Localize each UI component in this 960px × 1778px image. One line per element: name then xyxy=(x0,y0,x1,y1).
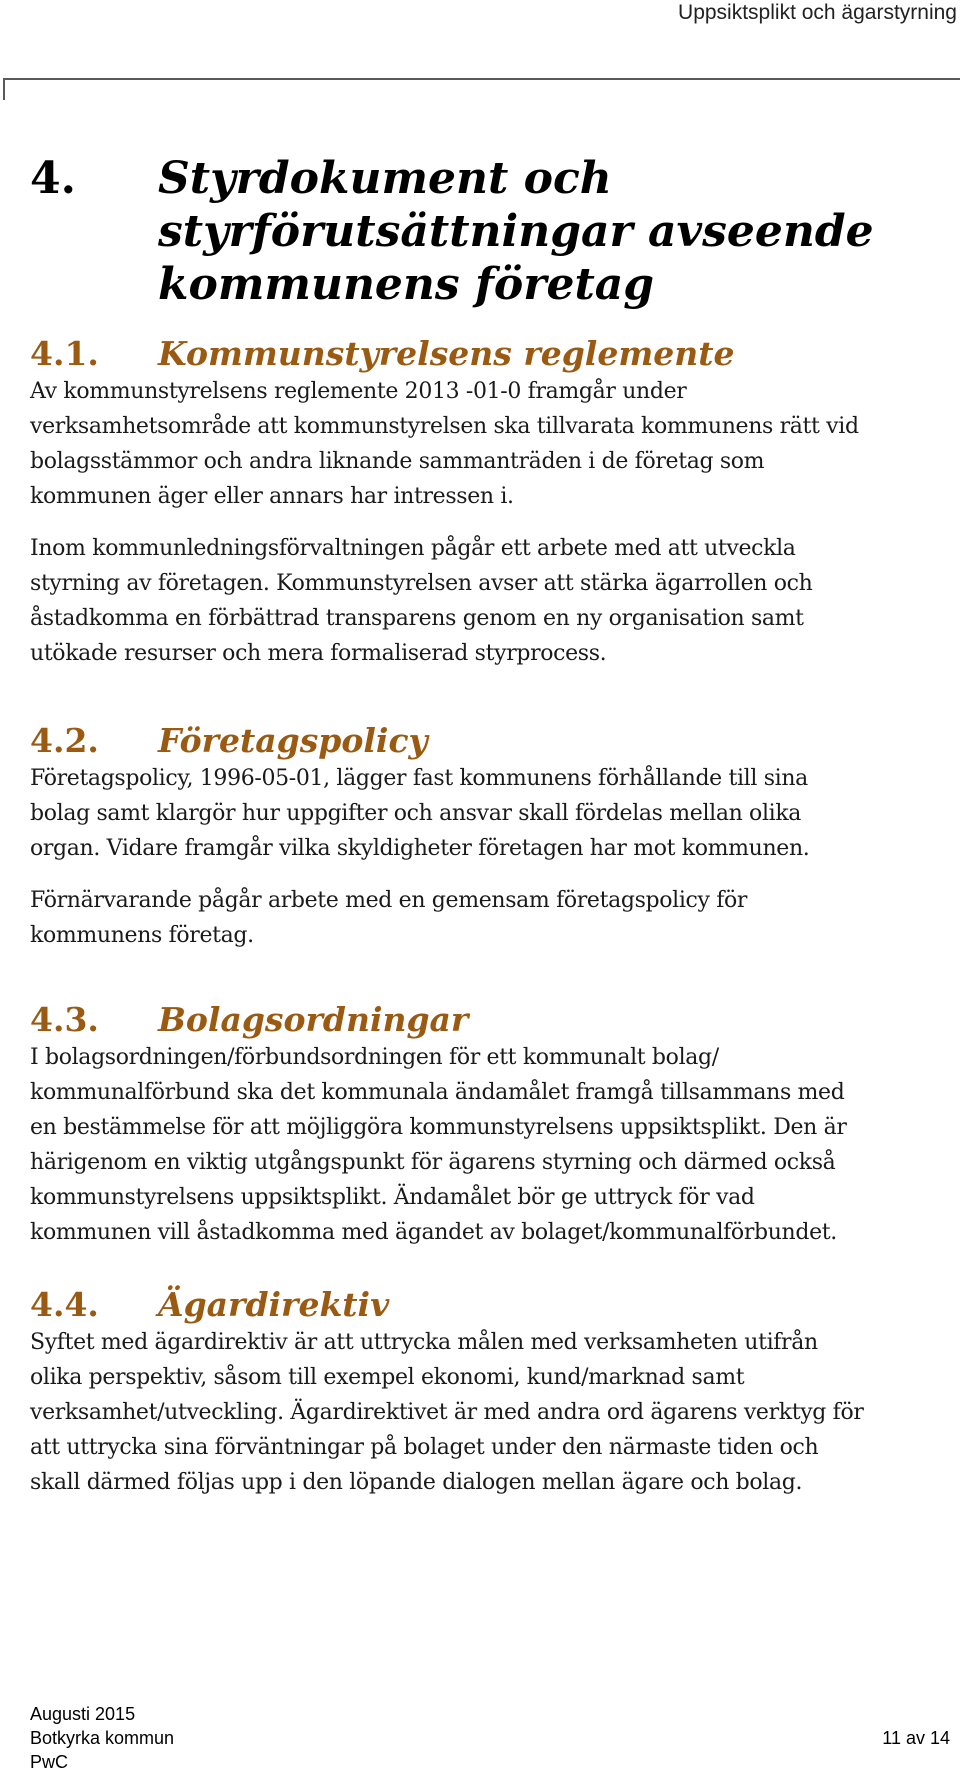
section-title: Kommunstyrelsens reglemente xyxy=(158,334,735,373)
section-number: 4.3. xyxy=(30,1000,99,1039)
section-4-4 xyxy=(30,1285,960,1517)
paragraph xyxy=(30,1040,960,1250)
section-number: 4.1. xyxy=(30,334,99,373)
section-title: Bolagsordningar xyxy=(158,1000,469,1039)
text-line: organ. Vidare framgår vilka skyldigheter företagen har mot kommunen. xyxy=(30,836,810,861)
section-4-1 xyxy=(30,334,960,688)
text-line: kommunen äger eller annars har intressen i. xyxy=(30,484,514,509)
section-number: 4.2. xyxy=(30,721,99,760)
footer-date: Augusti 2015 xyxy=(30,1704,136,1724)
text-line: olika perspektiv, såsom till exempel ekonomi, kund/marknad samt xyxy=(30,1365,745,1390)
text-line: härigenom en viktig utgångspunkt för ägarens styrning och därmed också xyxy=(30,1150,836,1175)
section-4-3 xyxy=(30,1000,960,1267)
section-heading xyxy=(30,1000,960,1040)
section-4-2 xyxy=(30,721,960,970)
paragraph xyxy=(30,1325,960,1500)
header-rule-tick xyxy=(3,78,5,100)
text-line: skall därmed följas upp i den löpande dialogen mellan ägare och bolag. xyxy=(30,1470,803,1495)
footer-organization: Botkyrka kommun xyxy=(30,1728,175,1748)
chapter-number: 4. xyxy=(30,153,76,204)
paragraph xyxy=(30,883,960,953)
paragraph xyxy=(30,374,960,514)
running-header-title: Uppsiktsplikt och ägarstyrning xyxy=(678,1,957,24)
section-heading xyxy=(30,1285,960,1325)
chapter-heading xyxy=(30,152,950,311)
section-number: 4.4. xyxy=(30,1285,99,1324)
chapter-title-line: Styrdokument och xyxy=(158,153,612,204)
section-heading xyxy=(30,334,960,374)
text-line: Syftet med ägardirektiv är att uttrycka målen med verksamheten utifrån xyxy=(30,1330,818,1355)
text-line: verksamhetsområde att kommunstyrelsen ska tillvarata kommunens rätt vid xyxy=(30,414,859,439)
section-title: Företagspolicy xyxy=(158,721,428,760)
section-title: Ägardirektiv xyxy=(158,1285,390,1324)
footer xyxy=(30,1702,174,1774)
paragraph xyxy=(30,531,960,671)
text-line: verksamhet/utveckling. Ägardirektivet är med andra ord ägarens verktyg för xyxy=(30,1400,864,1425)
page-number: 11 av 14 xyxy=(882,1728,950,1748)
text-line: utökade resurser och mera formaliserad styrprocess. xyxy=(30,641,607,666)
text-line: kommunalförbund ska det kommunala ändamålet framgå tillsammans med xyxy=(30,1080,845,1105)
text-line: Av kommunstyrelsens reglemente 2013 -01-0 framgår under xyxy=(30,379,687,404)
text-line: Inom kommunledningsförvaltningen pågår ett arbete med att utveckla xyxy=(30,536,796,561)
chapter-title-line: kommunens företag xyxy=(158,259,655,310)
text-line: I bolagsordningen/förbundsordningen för ett kommunalt bolag/ xyxy=(30,1045,719,1070)
text-line: Förnärvarande pågår arbete med en gemensam företagspolicy för xyxy=(30,888,748,913)
text-line: kommunen vill åstadkomma med ägandet av bolaget/kommunalförbundet. xyxy=(30,1220,837,1245)
header-rule xyxy=(3,78,960,80)
footer-author: PwC xyxy=(30,1752,69,1772)
text-line: kommunens företag. xyxy=(30,923,254,948)
chapter-title-line: styrförutsättningar avseende xyxy=(158,206,874,257)
text-line: kommunstyrelsens uppsiktsplikt. Ändamålet bör ge uttryck för vad xyxy=(30,1185,755,1210)
text-line: styrning av företagen. Kommunstyrelsen avser att stärka ägarrollen och xyxy=(30,571,813,596)
text-line: bolag samt klargör hur uppgifter och ansvar skall fördelas mellan olika xyxy=(30,801,802,826)
text-line: Företagspolicy, 1996-05-01, lägger fast kommunens förhållande till sina xyxy=(30,766,808,791)
text-line: åstadkomma en förbättrad transparens genom en ny organisation samt xyxy=(30,606,804,631)
section-heading xyxy=(30,721,960,761)
paragraph xyxy=(30,761,960,866)
text-line: en bestämmelse för att möjliggöra kommunstyrelsens uppsiktsplikt. Den är xyxy=(30,1115,847,1140)
text-line: bolagsstämmor och andra liknande sammanträden i de företag som xyxy=(30,449,765,474)
text-line: att uttrycka sina förväntningar på bolaget under den närmaste tiden och xyxy=(30,1435,819,1460)
